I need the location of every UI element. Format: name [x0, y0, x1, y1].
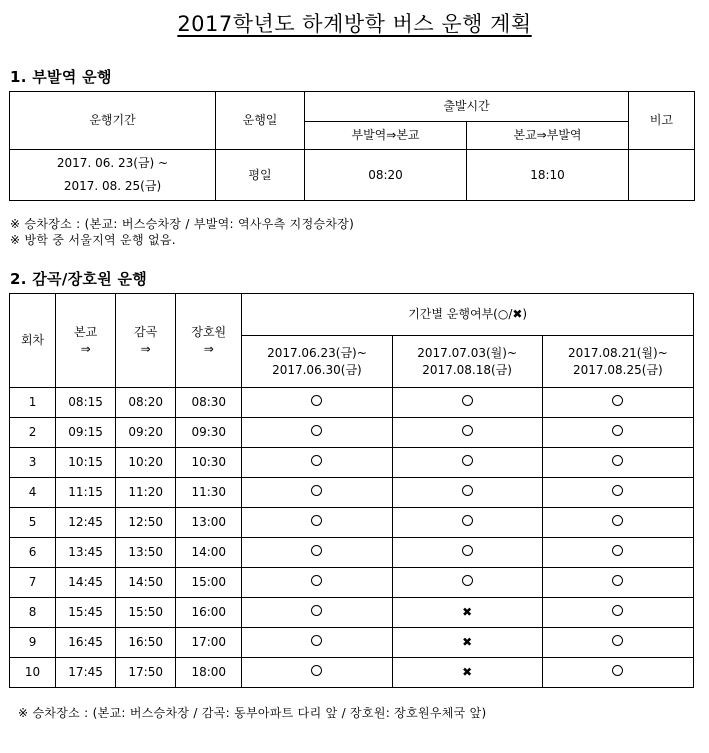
circle-icon	[462, 425, 473, 436]
circle-icon	[462, 485, 473, 496]
section1-note-seoul: ※ 방학 중 서울지역 운행 없음.	[10, 233, 176, 247]
cell-janghowon-time: 13:00	[176, 508, 242, 538]
period-end: 2017.08.18(금)	[422, 362, 512, 377]
header-day: 운행일	[216, 92, 305, 150]
circle-icon	[612, 515, 623, 526]
header-availability: 기간별 운행여부(○/✖)	[242, 294, 694, 336]
circle-icon	[311, 575, 322, 586]
circle-icon	[311, 545, 322, 556]
cell-availability-period-1	[242, 598, 392, 628]
period-end: 2017.08.25(금)	[573, 362, 663, 377]
bubal-station-schedule-table	[9, 91, 695, 201]
cell-availability-period-2	[392, 598, 542, 628]
cell-gamgok-time: 17:50	[116, 658, 176, 688]
section1-heading: 1. 부발역 운행	[10, 68, 112, 86]
cell-gamgok-time: 13:50	[116, 538, 176, 568]
arrow-icon: ⇒	[140, 341, 151, 356]
header-period-2	[392, 336, 542, 388]
stop-label: 장호원	[191, 325, 227, 340]
period-start: 2017. 06. 23(금) ~	[56, 156, 169, 171]
cell-time-b: 18:10	[467, 150, 629, 201]
header-stop-janghowon	[176, 294, 242, 388]
circle-icon	[612, 545, 623, 556]
schedule-rows	[10, 388, 694, 688]
arrow-icon: ⇒	[80, 341, 91, 356]
header-period-3	[542, 336, 693, 388]
cell-janghowon-time: 08:30	[176, 388, 242, 418]
cell-availability-period-3	[542, 448, 693, 478]
cell-availability-period-2	[392, 448, 542, 478]
cell-trip: 2	[10, 418, 56, 448]
table-row	[10, 478, 694, 508]
circle-icon	[311, 515, 322, 526]
cell-availability-period-2	[392, 478, 542, 508]
header-period-1	[242, 336, 392, 388]
cell-day: 평일	[216, 150, 305, 201]
cell-janghowon-time: 14:00	[176, 538, 242, 568]
header-stop-main-campus	[56, 294, 116, 388]
cell-availability-period-2	[392, 538, 542, 568]
cell-availability-period-2	[392, 568, 542, 598]
period-end: 2017.06.30(금)	[272, 362, 362, 377]
circle-icon	[311, 635, 322, 646]
document-title	[0, 8, 709, 38]
table-row	[10, 508, 694, 538]
cell-availability-period-1	[242, 658, 392, 688]
section2-note-boarding: ※ 승차장소 : (본교: 버스승차장 / 감곡: 동부아파트 다리 앞 / 장호원: 장호원우체국 앞)	[18, 706, 487, 720]
cell-main-campus-time: 13:45	[56, 538, 116, 568]
circle-icon	[311, 665, 322, 676]
cell-availability-period-3	[542, 418, 693, 448]
circle-icon	[612, 455, 623, 466]
cell-period	[10, 150, 216, 201]
cell-availability-period-2	[392, 418, 542, 448]
cell-availability-period-2	[392, 658, 542, 688]
cell-main-campus-time: 17:45	[56, 658, 116, 688]
cell-availability-period-1	[242, 508, 392, 538]
table-row	[10, 658, 694, 688]
cell-availability-period-1	[242, 568, 392, 598]
header-remarks: 비고	[629, 92, 695, 150]
cell-availability-period-3	[542, 658, 693, 688]
period-start: 2017.06.23(금)~	[267, 346, 367, 361]
cell-gamgok-time: 10:20	[116, 448, 176, 478]
cell-main-campus-time: 08:15	[56, 388, 116, 418]
cell-remarks	[629, 150, 695, 201]
cell-availability-period-1	[242, 418, 392, 448]
cross-icon: ✖	[462, 665, 473, 680]
circle-icon	[311, 605, 322, 616]
cell-availability-period-1	[242, 628, 392, 658]
circle-icon	[612, 665, 623, 676]
cell-availability-period-3	[542, 598, 693, 628]
header-period: 운행기간	[10, 92, 216, 150]
cell-gamgok-time: 09:20	[116, 418, 176, 448]
cross-icon: ✖	[462, 605, 473, 620]
cell-gamgok-time: 15:50	[116, 598, 176, 628]
header-route-b: 본교⇒부발역	[467, 122, 629, 150]
cell-janghowon-time: 11:30	[176, 478, 242, 508]
cell-main-campus-time: 14:45	[56, 568, 116, 598]
cell-gamgok-time: 12:50	[116, 508, 176, 538]
cell-availability-period-3	[542, 508, 693, 538]
cell-trip: 7	[10, 568, 56, 598]
table-row	[10, 418, 694, 448]
header-stop-gamgok	[116, 294, 176, 388]
cell-gamgok-time: 14:50	[116, 568, 176, 598]
cell-janghowon-time: 17:00	[176, 628, 242, 658]
cell-availability-period-1	[242, 448, 392, 478]
cell-trip: 1	[10, 388, 56, 418]
stop-label: 감곡	[134, 325, 158, 340]
table-row	[10, 568, 694, 598]
cell-trip: 8	[10, 598, 56, 628]
table-row	[10, 538, 694, 568]
cell-availability-period-3	[542, 568, 693, 598]
cell-availability-period-3	[542, 388, 693, 418]
arrow-icon: ⇒	[203, 341, 214, 356]
circle-icon	[311, 425, 322, 436]
header-departure: 출발시간	[305, 92, 629, 122]
cell-main-campus-time: 16:45	[56, 628, 116, 658]
circle-icon	[612, 395, 623, 406]
header-trip: 회차	[10, 294, 56, 388]
cell-main-campus-time: 15:45	[56, 598, 116, 628]
cell-availability-period-2	[392, 388, 542, 418]
table-row	[10, 598, 694, 628]
circle-icon	[311, 395, 322, 406]
circle-icon	[462, 455, 473, 466]
cell-janghowon-time: 15:00	[176, 568, 242, 598]
cell-janghowon-time: 09:30	[176, 418, 242, 448]
cell-gamgok-time: 16:50	[116, 628, 176, 658]
cell-availability-period-3	[542, 478, 693, 508]
circle-icon	[612, 635, 623, 646]
cell-trip: 10	[10, 658, 56, 688]
section1-note-boarding: ※ 승차장소 : (본교: 버스승차장 / 부발역: 역사우측 지정승차장)	[10, 217, 355, 231]
cell-time-a: 08:20	[305, 150, 467, 201]
title-text: 2017학년도 하계방학 버스 운행 계획	[177, 12, 532, 36]
cell-availability-period-1	[242, 388, 392, 418]
cross-icon: ✖	[462, 635, 473, 650]
cell-main-campus-time: 11:15	[56, 478, 116, 508]
circle-icon	[462, 395, 473, 406]
circle-icon	[462, 545, 473, 556]
period-end: 2017. 08. 25(금)	[63, 179, 162, 193]
gamgok-janghowon-schedule-table	[9, 293, 694, 688]
cell-main-campus-time: 12:45	[56, 508, 116, 538]
period-start: 2017.07.03(월)~	[417, 346, 517, 361]
cell-availability-period-3	[542, 538, 693, 568]
cell-janghowon-time: 18:00	[176, 658, 242, 688]
circle-icon	[311, 455, 322, 466]
circle-icon	[612, 425, 623, 436]
cell-availability-period-2	[392, 628, 542, 658]
cell-janghowon-time: 16:00	[176, 598, 242, 628]
cell-availability-period-2	[392, 508, 542, 538]
cell-gamgok-time: 08:20	[116, 388, 176, 418]
circle-icon	[311, 485, 322, 496]
cell-trip: 5	[10, 508, 56, 538]
table-row	[10, 448, 694, 478]
table-row	[10, 628, 694, 658]
cell-gamgok-time: 11:20	[116, 478, 176, 508]
header-route-a: 부발역⇒본교	[305, 122, 467, 150]
stop-label: 본교	[74, 325, 98, 340]
table-row	[10, 150, 695, 201]
cell-trip: 6	[10, 538, 56, 568]
cell-trip: 3	[10, 448, 56, 478]
cell-trip: 4	[10, 478, 56, 508]
cell-main-campus-time: 09:15	[56, 418, 116, 448]
circle-icon	[462, 515, 473, 526]
section2-heading: 2. 감곡/장호원 운행	[10, 270, 148, 288]
cell-availability-period-1	[242, 478, 392, 508]
table-row	[10, 388, 694, 418]
cell-main-campus-time: 10:15	[56, 448, 116, 478]
cell-availability-period-3	[542, 628, 693, 658]
period-start: 2017.08.21(월)~	[568, 346, 668, 361]
circle-icon	[612, 605, 623, 616]
cell-trip: 9	[10, 628, 56, 658]
cell-availability-period-1	[242, 538, 392, 568]
cell-janghowon-time: 10:30	[176, 448, 242, 478]
circle-icon	[612, 485, 623, 496]
circle-icon	[462, 575, 473, 586]
circle-icon	[612, 575, 623, 586]
